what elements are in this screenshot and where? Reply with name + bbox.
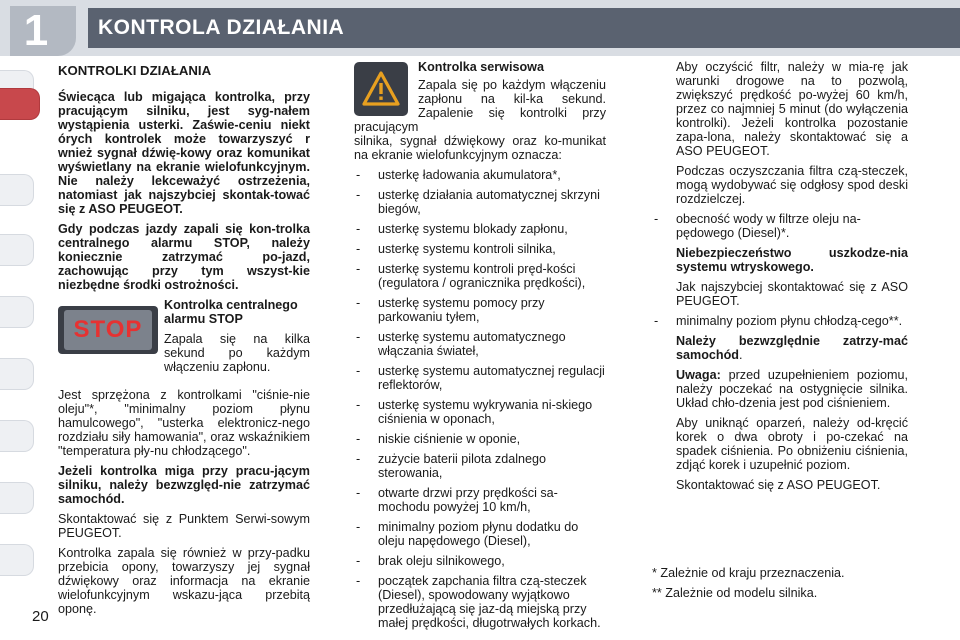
- chapter-number: 1: [23, 6, 49, 55]
- list-dash: -: [356, 520, 361, 534]
- contact-aso: Skontaktować się z ASO PEUGEOT.: [676, 478, 881, 492]
- chapter-tab[interactable]: [0, 174, 34, 206]
- stop-lamp-heading: Kontrolka centralnego alarmu STOP: [164, 298, 298, 326]
- service-fault-item: usterkę systemu kontroli pręd-kości (regulatora / ogranicznika prędkości),: [378, 262, 586, 290]
- chapter-tab[interactable]: [0, 296, 34, 328]
- stop-lamp-flashing-warning: Jeżeli kontrolka miga przy pracu-jącym silniku, należy bezwzględ-nie zatrzymać samochód.: [58, 464, 310, 506]
- stop-car-bold: Należy bezwzględnie zatrzy-mać samochód: [676, 334, 908, 362]
- burn-prevention: Aby uniknąć oparzeń, należy od-kręcić korek o dwa obroty i po-czekać na spadek ciśnienia. Po obniżeniu ciśnienia, zdjąć korek i uzupełnić poziom.: [676, 416, 908, 472]
- section-title: KONTROLKI DZIAŁANIA: [58, 63, 212, 78]
- page-title: KONTROLA DZIAŁANIA: [98, 16, 345, 39]
- service-fault-item: otwarte drzwi przy prędkości sa-mochodu powyżej 10 km/h,: [378, 486, 558, 514]
- list-item: [354, 364, 606, 392]
- filter-cleaning-noise: Podczas oczyszczania filtra czą-steczek, mogą wydobywać się odgłosy spod deski rozdzielczej.: [676, 164, 908, 206]
- footnote-country: * Zależnie od kraju przeznaczenia.: [652, 566, 845, 580]
- list-item: [354, 188, 606, 216]
- service-fault-item: usterkę ładowania akumulatora*,: [378, 168, 561, 182]
- list-dash: -: [356, 188, 361, 202]
- list-item: [354, 554, 606, 568]
- list-item: [354, 222, 606, 236]
- chapter-tabs: [0, 64, 42, 604]
- list-dash: -: [356, 242, 361, 256]
- stop-alarm-warning: Gdy podczas jazdy zapali się kon-trolka centralnego alarmu STOP, należy koniecznie zatrzymać po-jazd, zachowując przy tym wszyst-kie niezbędne środki ostrożności.: [58, 222, 310, 292]
- list-item: [354, 242, 606, 256]
- service-fault-item: początek zapchania filtra czą-steczek (Diesel), spowodowany wyjątkowo przedłużającą się jaz-dą miejską przy małej prędkości, długotrwałych korkach.: [378, 574, 601, 630]
- service-lamp-description-cont: silnika, sygnał dźwiękowy oraz ko-munikat na ekranie wielofunkcyjnym oznacza:: [354, 134, 606, 162]
- injection-damage-warning: Niebezpieczeństwo uszkodze-nia systemu wtryskowego.: [676, 246, 908, 274]
- intro-warning: Świecąca lub migająca kontrolka, przy pracującym silniku, jest syg-nałem wystąpienia usterki. Zaświe-ceniu niekt órych kontrolek może towarzyszyć r wnież sygnał dźwię-kowy oraz komunikat wyświetlany na ekranie wielofunkcyjnym. Nie należy lekceważyć ostrzeżenia, natomiast jak najszybciej skontak-tować się z ASO PEUGEOT.: [58, 90, 310, 216]
- list-dash: -: [356, 432, 361, 446]
- list-item: [354, 452, 606, 480]
- list-dash: -: [356, 574, 361, 588]
- service-lamp-heading: Kontrolka serwisowa: [418, 60, 544, 74]
- note-text: przed uzupełnieniem poziomu, należy poczekać na ostygnięcie silnika. Układ chło-dzenia jest pod ciśnieniem.: [676, 368, 908, 410]
- coolant-level-item: minimalny poziom płynu chłodzą-cego**.: [676, 314, 903, 328]
- column-left: [58, 60, 310, 622]
- stop-lamp-description: Zapala się na kilka sekund po każdym włączeniu zapłonu.: [164, 332, 310, 374]
- service-fault-item: usterkę systemu wykrywania ni-skiego ciśnienia w oponach,: [378, 398, 593, 426]
- list-item: [354, 330, 606, 358]
- service-fault-item: usterkę systemu automatycznej regulacji reflektorów,: [378, 364, 605, 392]
- stop-lamp-linked: Jest sprzężona z kontrolkami "ciśnie-nie oleju"*, "minimalny poziom płynu hamulcowego", "usterka elektronicz-nego rozdziału siły hamowania", oraz wskaźnikiem "temperatura pły-nu chłodzącego".: [58, 388, 310, 458]
- injection-contact: Jak najszybciej skontaktować się z ASO PEUGEOT.: [676, 280, 908, 308]
- list-item: [354, 486, 606, 514]
- chapter-tab[interactable]: [0, 482, 34, 514]
- list-dash: -: [356, 168, 361, 182]
- footnote-engine: ** Zależnie od modelu silnika.: [652, 586, 818, 600]
- coolant-note: [652, 368, 908, 410]
- list-item: [354, 262, 606, 290]
- list-dash: -: [356, 330, 361, 344]
- list-dash: -: [356, 222, 361, 236]
- list-item: [354, 398, 606, 426]
- list-dash: -: [356, 486, 361, 500]
- list-dash: -: [356, 364, 361, 378]
- service-fault-item: usterkę systemu blokady zapłonu,: [378, 222, 568, 236]
- service-fault-item: brak oleju silnikowego,: [378, 554, 505, 568]
- list-dash: -: [356, 398, 361, 412]
- list-dash: -: [356, 262, 361, 276]
- chapter-tab[interactable]: [0, 420, 34, 452]
- service-fault-item: minimalny poziom płynu dodatku do oleju napędowego (Diesel),: [378, 520, 579, 548]
- warning-triangle-icon: [354, 62, 408, 116]
- list-dash: -: [356, 452, 361, 466]
- list-dash: -: [654, 314, 659, 328]
- page-number: 20: [32, 608, 49, 625]
- stop-icon-text: STOP: [73, 316, 143, 343]
- list-item: [652, 314, 908, 328]
- list-dash: -: [654, 212, 659, 226]
- service-lamp-description: Zapala się po każdym włączeniu zapłonu na kil-ka sekund. Zapalenie się kontrolki przy pracującym: [354, 78, 606, 134]
- service-fault-item: usterkę systemu kontroli silnika,: [378, 242, 556, 256]
- service-fault-item: niskie ciśnienie w oponie,: [378, 432, 521, 446]
- chapter-tab[interactable]: [0, 358, 34, 390]
- contact-service: Skontaktować się z Punktem Serwi-sowym PEUGEOT.: [58, 512, 310, 540]
- filter-cleaning-instructions: Aby oczyścić filtr, należy w mia-rę jak warunki drogowe na to pozwolą, zwiększyć prędkość po-wyżej 60 km/h, przez co najmniej 5 minut (do wyłączenia kontrolki). Jeżeli kontrolka pozostanie zapa-lona, należy skontaktować się a ASO PEUGEOT.: [676, 60, 908, 158]
- service-fault-item: usterkę systemu pomocy przy parkowaniu tyłem,: [378, 296, 545, 324]
- stop-icon: [58, 306, 158, 354]
- column-right: [652, 60, 908, 498]
- service-fault-list: [354, 168, 606, 630]
- service-fault-item: usterkę systemu automatycznego włączania świateł,: [378, 330, 566, 358]
- service-fault-item: usterkę działania automatycznej skrzyni biegów,: [378, 188, 600, 216]
- stop-car-instruction: [652, 334, 908, 362]
- list-item: [652, 212, 908, 240]
- water-in-filter-item: obecność wody w filtrze oleju na-pędowego (Diesel)*.: [676, 212, 861, 240]
- list-item: [354, 168, 606, 182]
- list-dash: -: [356, 554, 361, 568]
- list-item: [354, 574, 606, 630]
- chapter-tab[interactable]: [0, 234, 34, 266]
- footnotes: [652, 566, 912, 606]
- list-item: [354, 432, 606, 446]
- list-item: [354, 520, 606, 548]
- column-middle: [354, 60, 606, 636]
- service-fault-item: zużycie baterii pilota zdalnego sterowania,: [378, 452, 547, 480]
- note-label: Uwaga:: [676, 368, 721, 382]
- stop-lamp-block: [58, 298, 310, 380]
- tyre-puncture-note: Kontrolka zapala się również w przy-padku przebicia opony, towarzyszy jej sygnał dźwiękowy oraz informacja na ekranie wielofunkcyjnym wskazu-jąca przebitą oponę.: [58, 546, 310, 616]
- stop-car-end: .: [738, 348, 743, 362]
- chapter-tab[interactable]: [0, 544, 34, 576]
- list-dash: -: [356, 296, 361, 310]
- list-item: [354, 296, 606, 324]
- chapter-tab-active[interactable]: [0, 88, 40, 120]
